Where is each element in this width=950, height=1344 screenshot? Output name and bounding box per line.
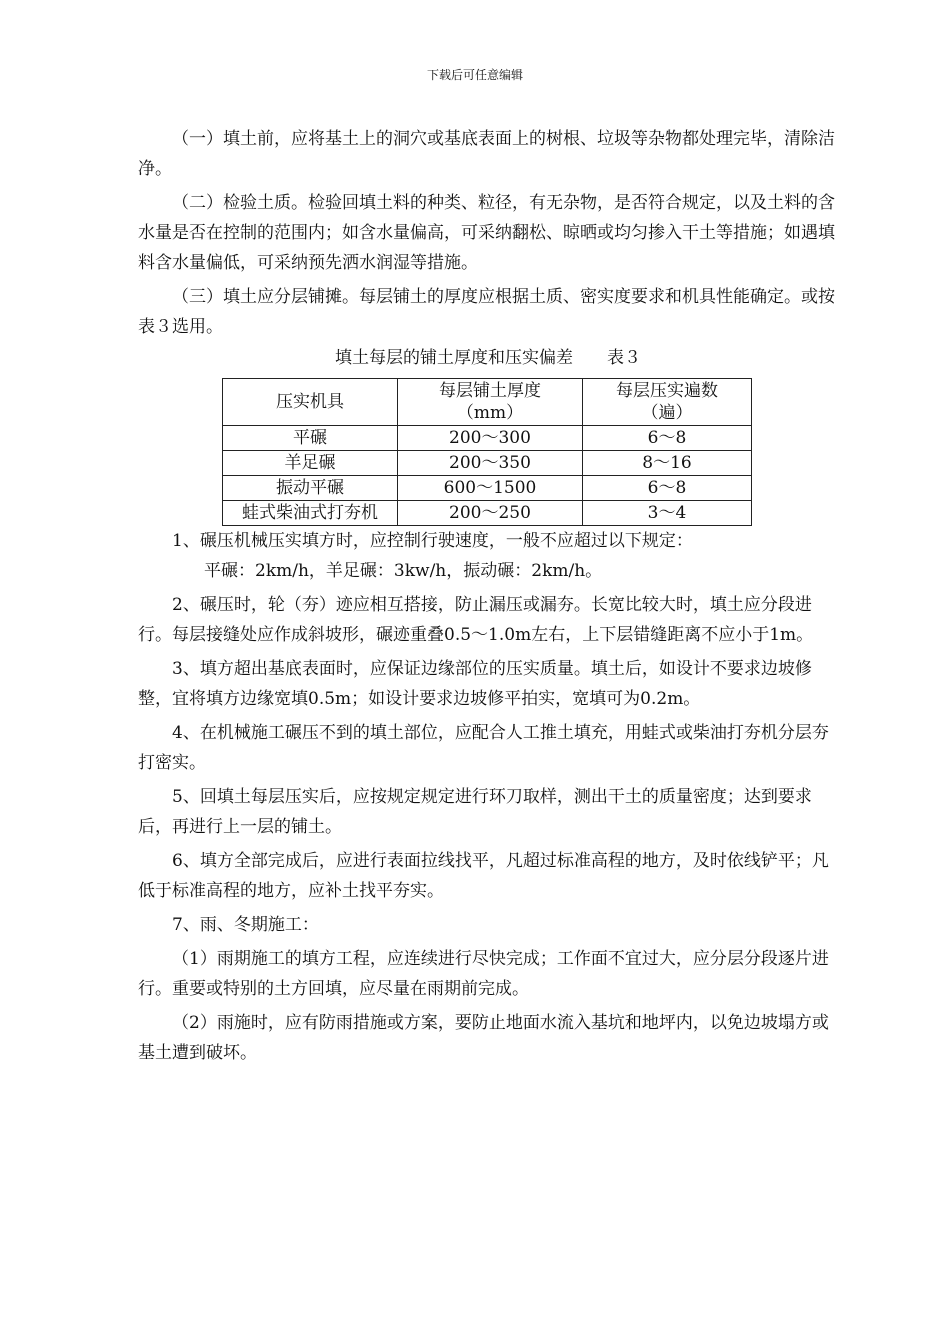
paragraph-item-2: 2、碾压时，轮（夯）迹应相互搭接，防止漏压或漏夯。长宽比较大时，填土应分段进行。每层接缝处应作成斜坡形，碾迹重叠0.5～1.0m左右，上下层错缝距离不应小于1m。 bbox=[138, 595, 814, 645]
paragraph-rain-2: （2）雨施时，应有防雨措施或方案，要防止地面水流入基坑和地坪内，以免边坡塌方或基土遭到破坏。 bbox=[138, 1013, 829, 1063]
header-thickness-label: 每层铺土厚度 bbox=[439, 381, 541, 401]
paragraph-item-6: 6、填方全部完成后，应进行表面拉线找平，凡超过标准高程的地方，及时依线铲平；凡低于标准高程的地方，应补土找平夯实。 bbox=[138, 851, 829, 901]
speed-limits: 平碾：2km/h，羊足碾：3kw/h，振动碾：2km/h。 bbox=[204, 561, 603, 581]
paragraph-item-7: 7、雨、冬期施工： bbox=[172, 915, 319, 935]
paragraph-item-1: 1、碾压机械压实填方时，应控制行驶速度，一般不应超过以下规定： bbox=[172, 531, 693, 551]
cell-thickness: 200～250 bbox=[398, 501, 583, 526]
table-header-row bbox=[223, 379, 752, 426]
cell-machine: 羊足碾 bbox=[223, 451, 398, 476]
document-body bbox=[138, 124, 838, 1068]
paragraph-soil-check: （二）检验土质。检验回填土料的种类、粒径，有无杂物，是否符合规定，以及土料的含水量是否在控制的范围内；如含水量偏高，可采纳翻松、晾晒或均匀掺入干土等措施；如遇填料含水量偏低，可采纳预先洒水润湿等措施。 bbox=[138, 193, 835, 273]
header-thickness bbox=[398, 379, 583, 426]
header-passes bbox=[583, 379, 752, 426]
table-row bbox=[223, 476, 752, 501]
paragraph-item-5: 5、回填土每层压实后，应按规定规定进行环刀取样，测出干土的质量密度；达到要求后，再进行上一层的铺土。 bbox=[138, 787, 812, 837]
table-title: 填土每层的铺土厚度和压实偏差 表３ bbox=[335, 348, 641, 368]
cell-passes: 6～8 bbox=[583, 476, 752, 501]
table-row bbox=[223, 426, 752, 451]
paragraph-before-fill: （一）填土前，应将基土上的洞穴或基底表面上的树根、垃圾等杂物都处理完毕，清除洁净。 bbox=[138, 129, 835, 179]
header-machine: 压实机具 bbox=[223, 379, 398, 426]
cell-thickness: 200～350 bbox=[398, 451, 583, 476]
paragraph-item-3: 3、填方超出基底表面时，应保证边缘部位的压实质量。填土后，如设计不要求边坡修整，宜将填方边缘宽填0.5m；如设计要求边坡修平拍实，宽填可为0.2m。 bbox=[138, 659, 812, 709]
header-passes-label: 每层压实遍数 bbox=[616, 381, 718, 401]
cell-machine: 蛙式柴油式打夯机 bbox=[223, 501, 398, 526]
table-row bbox=[223, 501, 752, 526]
cell-thickness: 200～300 bbox=[398, 426, 583, 451]
cell-thickness: 600～1500 bbox=[398, 476, 583, 501]
compaction-table bbox=[222, 378, 752, 526]
cell-passes: 8～16 bbox=[583, 451, 752, 476]
page-header: 下载后可任意编辑 bbox=[426, 68, 523, 82]
paragraph-item-4: 4、在机械施工碾压不到的填土部位，应配合人工推土填充，用蛙式或柴油打夯机分层夯打密实。 bbox=[138, 723, 829, 773]
cell-passes: 3～4 bbox=[583, 501, 752, 526]
cell-machine: 振动平碾 bbox=[223, 476, 398, 501]
paragraph-layering: （三）填土应分层铺摊。每层铺土的厚度应根据土质、密实度要求和机具性能确定。或按表３选用。 bbox=[138, 287, 835, 337]
header-thickness-unit: （mm） bbox=[456, 403, 524, 423]
cell-machine: 平碾 bbox=[223, 426, 398, 451]
table-row bbox=[223, 451, 752, 476]
header-passes-unit: （遍） bbox=[641, 403, 693, 423]
cell-passes: 6～8 bbox=[583, 426, 752, 451]
paragraph-rain-1: （1）雨期施工的填方工程，应连续进行尽快完成；工作面不宜过大，应分层分段逐片进行。重要或特别的土方回填，应尽量在雨期前完成。 bbox=[138, 949, 829, 999]
